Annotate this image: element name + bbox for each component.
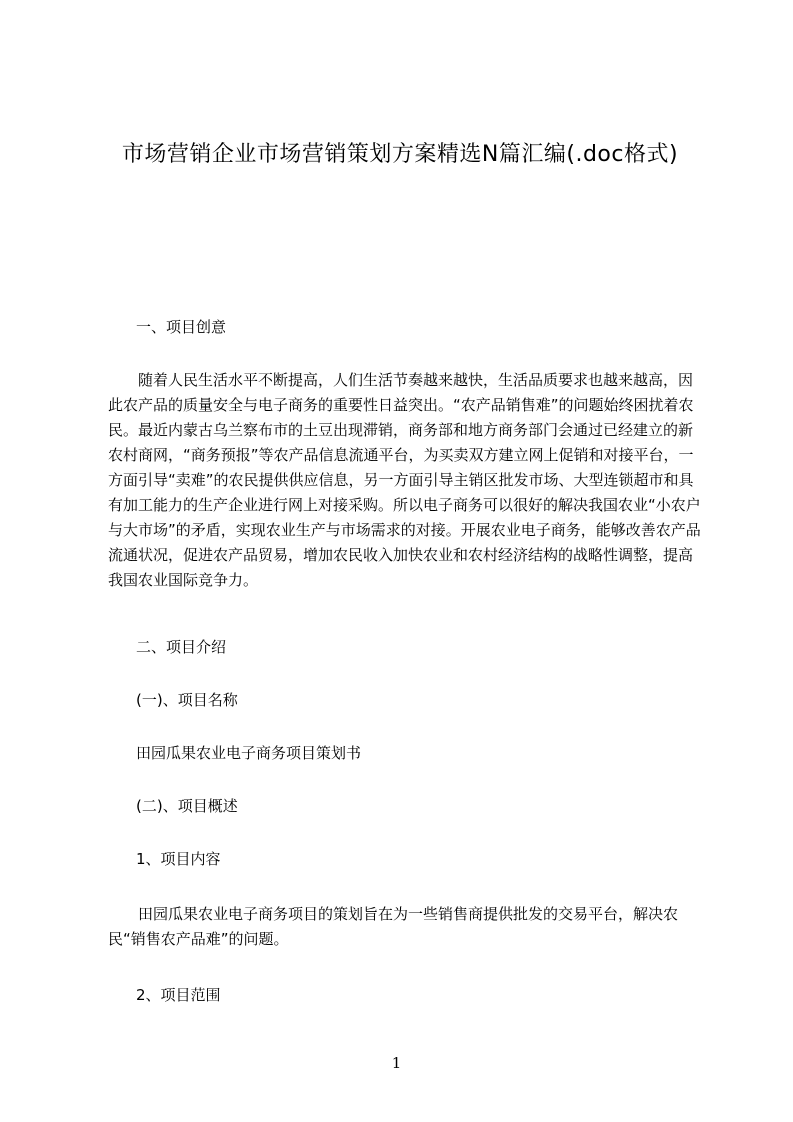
subsection-heading-project-name: (一)、项目名称: [136, 691, 238, 709]
section-heading-project-intro: 二、项目介绍: [136, 638, 227, 656]
paragraph-project-idea: 随着人民生活水平不断提高，人们生活节奏越来越快，生活品质要求也越来越高，因此农产品的质量安全与电子商务的重要性日益突出。“农产品销售难”的问题始终困扰着农民。最近内蒙古乌兰察布市的土豆出现滞销，商务部和地方商务部门会通过已经建立的新农村商网，“商务预报”等农产品信息流通平台，为买卖双方建立网上促销和对接平台，一方面引导“卖难”的农民提供供应信息，另一方面引导主销区批发市场、大型连锁超市和具有加工能力的生产企业进行网上对接采购。所以电子商务可以很好的解决我国农业“小农户与大市场”的矛盾，实现农业生产与市场需求的对接。开展农业电子商务，能够改善农产品流通状况，促进农产品贸易，增加农民收入加快农业和农村经济结构的战略性调整，提高我国农业国际竞争力。: [108, 371, 701, 589]
page-number: 1: [391, 1054, 402, 1072]
section-heading-project-idea: 一、项目创意: [136, 318, 227, 336]
paragraph-project-name: 田园瓜果农业电子商务项目策划书: [136, 744, 362, 762]
document-title: 市场营销企业市场营销策划方案精选N篇汇编(.doc格式): [121, 142, 679, 167]
item-heading-project-content: 1、项目内容: [136, 850, 221, 868]
paragraph-project-content: 田园瓜果农业电子商务项目的策划旨在为一些销售商提供批发的交易平台，解决农民“销售农产品难”的问题。: [108, 905, 679, 948]
subsection-heading-project-overview: (二)、项目概述: [136, 797, 238, 815]
item-heading-project-scope: 2、项目范围: [136, 986, 221, 1004]
